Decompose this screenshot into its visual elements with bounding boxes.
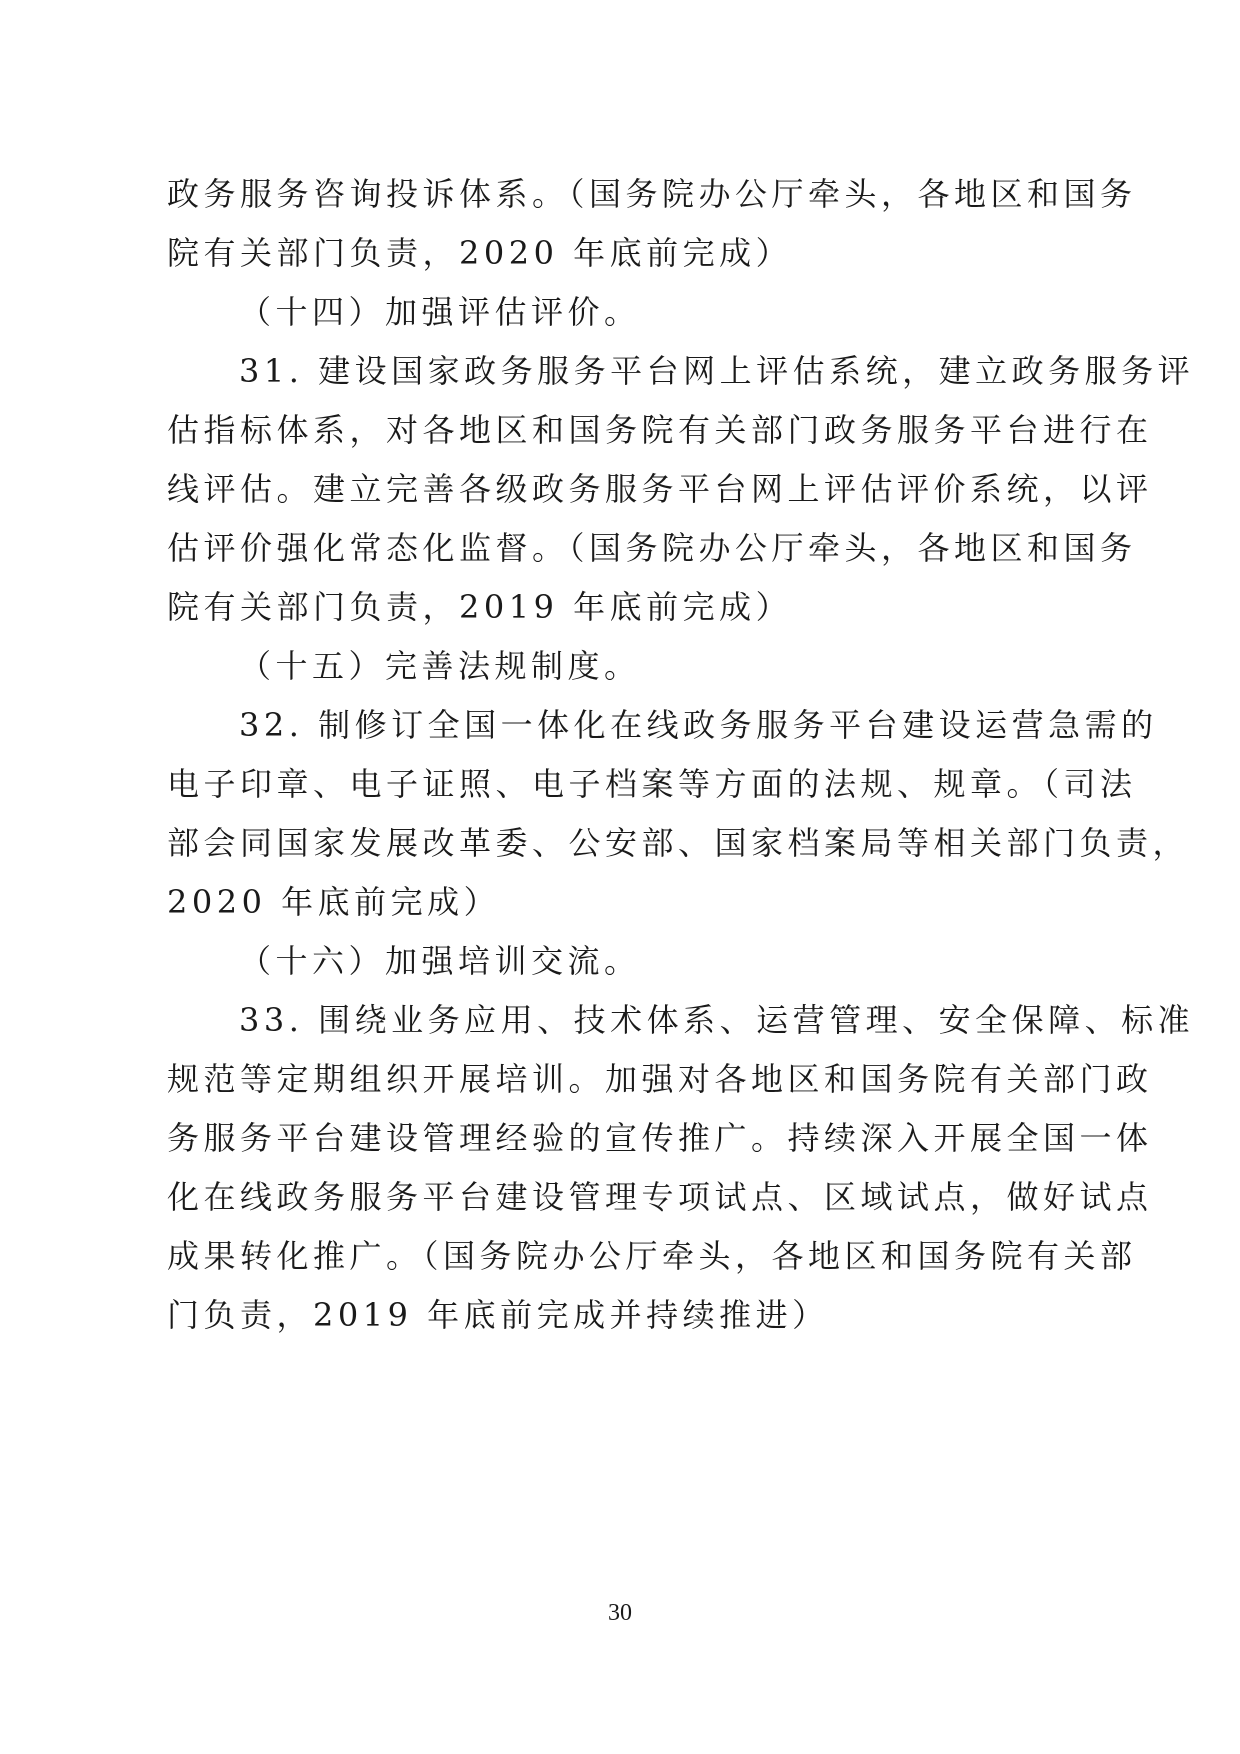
page-number: 30 xyxy=(608,1600,632,1626)
text-line: 院有关部门负责，2020 年底前完成） xyxy=(167,234,793,272)
text-line: 线评估。建立完善各级政务服务平台网上评估评价系统，以评 xyxy=(167,470,1153,508)
text-line: 31. 建设国家政务服务平台网上评估系统，建立政务服务评 xyxy=(239,352,1195,390)
text-line: 成果转化推广。（国务院办公厅牵头，各地区和国务院有关部 xyxy=(167,1237,1137,1275)
text-line: 电子印章、电子证照、电子档案等方面的法规、规章。（司法 xyxy=(167,765,1137,803)
text-line: 估指标体系，对各地区和国务院有关部门政务服务平台进行在 xyxy=(167,411,1153,449)
text-line: 32. 制修订全国一体化在线政务服务平台建设运营急需的 xyxy=(239,706,1158,744)
text-line: 估评价强化常态化监督。（国务院办公厅牵头，各地区和国务 xyxy=(167,529,1137,567)
text-line: 2020 年底前完成） xyxy=(167,883,501,921)
text-line: 33. 围绕业务应用、技术体系、运营管理、安全保障、标准 xyxy=(239,1001,1195,1039)
document-body xyxy=(167,165,1195,1345)
text-line: 务服务平台建设管理经验的宣传推广。持续深入开展全国一体 xyxy=(167,1119,1153,1157)
text-line: 门负责，2019 年底前完成并持续推进） xyxy=(167,1296,829,1334)
text-line: 部会同国家发展改革委、公安部、国家档案局等相关部门负责， xyxy=(167,824,1190,862)
section-heading: （十五）完善法规制度。 xyxy=(239,647,641,685)
text-line: 政务服务咨询投诉体系。（国务院办公厅牵头，各地区和国务 xyxy=(167,175,1137,213)
section-heading: （十六）加强培训交流。 xyxy=(239,942,641,980)
text-line: 化在线政务服务平台建设管理专项试点、区域试点，做好试点 xyxy=(167,1178,1153,1216)
text-line: 院有关部门负责，2019 年底前完成） xyxy=(167,588,793,626)
section-heading: （十四）加强评估评价。 xyxy=(239,293,641,331)
text-line: 规范等定期组织开展培训。加强对各地区和国务院有关部门政 xyxy=(167,1060,1153,1098)
